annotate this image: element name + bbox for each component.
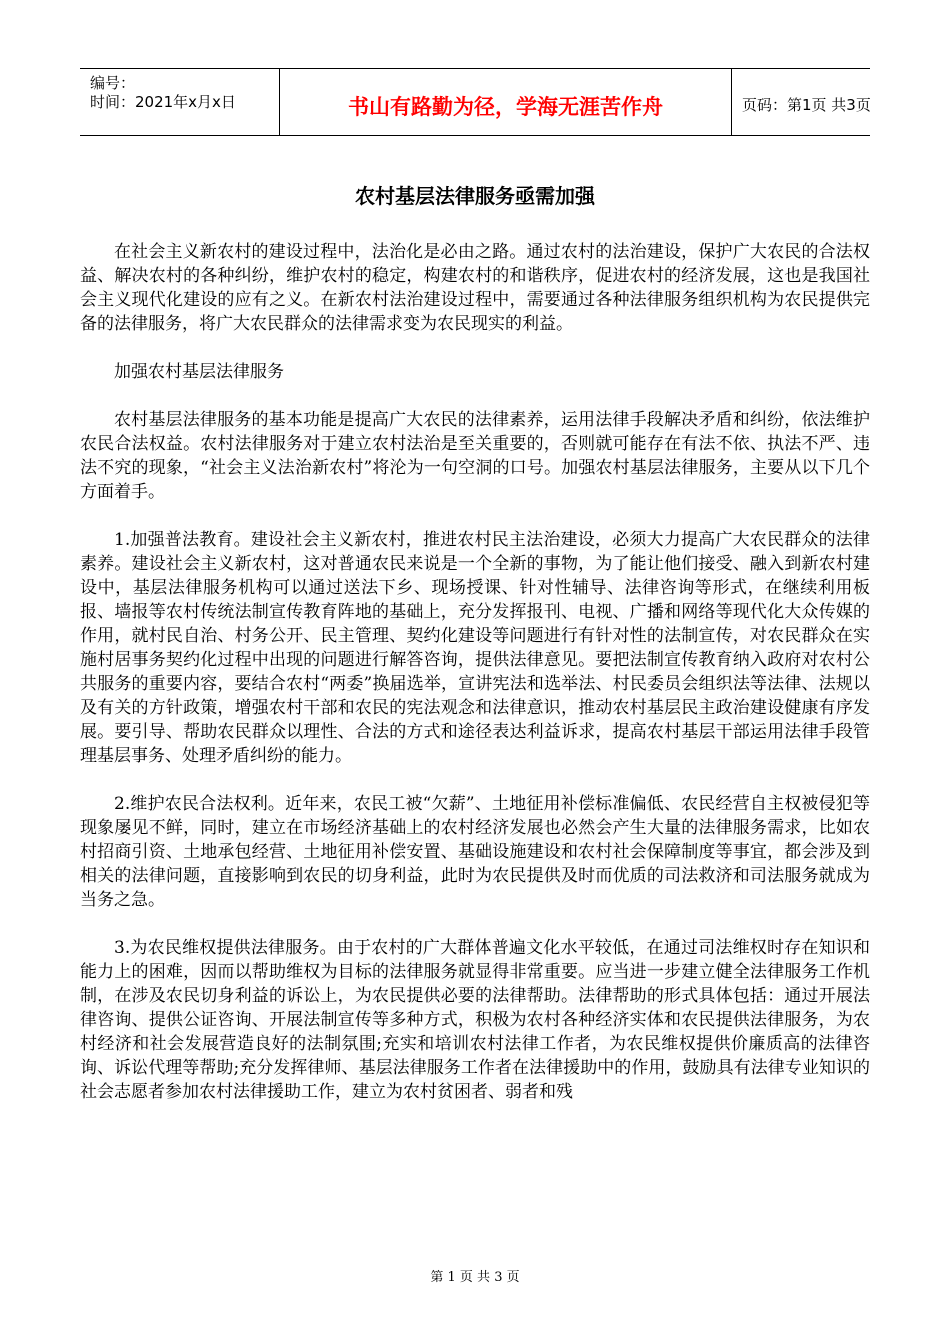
document-number-label: 编号： xyxy=(90,74,136,92)
header-page-cell xyxy=(732,69,870,135)
paragraph-overview: 农村基层法律服务的基本功能是提高广大农民的法律素养，运用法律手段解决矛盾和纠纷，依法维护农民合法权益。农村法律服务对于建立农村法治是至关重要的，否则就可能存在有法不依、执法不严、违法不究的现象，“社会主义法治新农村”将沦为一句空洞的口号。加强农村基层法律服务，主要从以下几个方面着手。 xyxy=(80,410,870,502)
document-header xyxy=(80,68,870,136)
header-page-info: 页码：第1页 共3页 xyxy=(742,96,871,114)
paragraph-item-1: 1.加强普法教育。建设社会主义新农村，推进农村民主法治建设，必须大力提高广大农民群众的法律素养。建设社会主义新农村，这对普通农民来说是一个全新的事物，为了能让他们接受、融入到新农村建设中，基层法律服务机构可以通过送法下乡、现场授课、针对性辅导、法律咨询等形式，在继续利用板报、墙报等农村传统法制宣传教育阵地的基础上，充分发挥报刊、电视、广播和网络等现代化大众传媒的作用，就村民自治、村务公开、民主管理、契约化建设等问题进行有针对性的法制宣传，对农民群众在实施村居事务契约化过程中出现的问题进行解答咨询，提供法律意见。要把法制宣传教育纳入政府对农村公共服务的重要内容，要结合农村“两委”换届选举，宣讲宪法和选举法、村民委员会组织法等法律、法规以及有关的方针政策，增强农村干部和农民的宪法观念和法律意识，推动农村基层民主政治建设健康有序发展。要引导、帮助农民群众以理性、合法的方式和途径表达利益诉求，提高农村基层干部运用法律手段管理基层事务、处理矛盾纠纷的能力。 xyxy=(80,530,870,766)
paragraph-intro: 在社会主义新农村的建设过程中，法治化是必由之路。通过农村的法治建设，保护广大农民的合法权益、解决农村的各种纠纷，维护农村的稳定，构建农村的和谐秩序，促进农村的经济发展，这也是我国社会主义现代化建设的应有之义。在新农村法治建设过程中，需要通过各种法律服务组织机构为农民提供完备的法律服务，将广大农民群众的法律需求变为农民现实的利益。 xyxy=(80,242,870,334)
section-heading: 加强农村基层法律服务 xyxy=(114,362,284,382)
header-meta-cell xyxy=(80,69,280,135)
paragraph-item-2: 2.维护农民合法权利。近年来，农民工被“欠薪”、土地征用补偿标准偏低、农民经营自主权被侵犯等现象屡见不鲜，同时，建立在市场经济基础上的农村经济发展也必然会产生大量的法律服务需求，比如农村招商引资、土地承包经营、土地征用补偿安置、基础设施建设和农村社会保障制度等事宜，都会涉及到相关的法律问题，直接影响到农民的切身利益，此时为农民提供及时而优质的司法救济和司法服务就成为当务之急。 xyxy=(80,794,870,910)
paragraph-item-3: 3.为农民维权提供法律服务。由于农村的广大群体普遍文化水平较低，在通过司法维权时存在知识和能力上的困难，因而以帮助维权为目标的法律服务就显得非常重要。应当进一步建立健全法律服务工作机制，在涉及农民切身利益的诉讼上，为农民提供必要的法律帮助。法律帮助的形式具体包括：通过开展法律咨询、提供公证咨询、开展法制宣传等多种方式，积极为农村各种经济实体和农民提供法律服务，为农村经济和社会发展营造良好的法制氛围;充实和培训农村法律工作者，为农民维权提供价廉质高的法律咨询、诉讼代理等帮助;充分发挥律师、基层法律服务工作者在法律援助中的作用，鼓励具有法律专业知识的社会志愿者参加农村法律援助工作，建立为农村贫困者、弱者和残 xyxy=(80,938,870,1102)
header-motto: 书山有路勤为径，学海无涯苦作舟 xyxy=(348,95,663,119)
document-title: 农村基层法律服务亟需加强 xyxy=(355,184,595,208)
header-motto-cell xyxy=(280,69,732,135)
document-body xyxy=(80,240,870,1128)
document-time-label: 时间：2021年x月x日 xyxy=(90,93,236,111)
page-footer: 第 1 页 共 3 页 xyxy=(430,1270,520,1285)
